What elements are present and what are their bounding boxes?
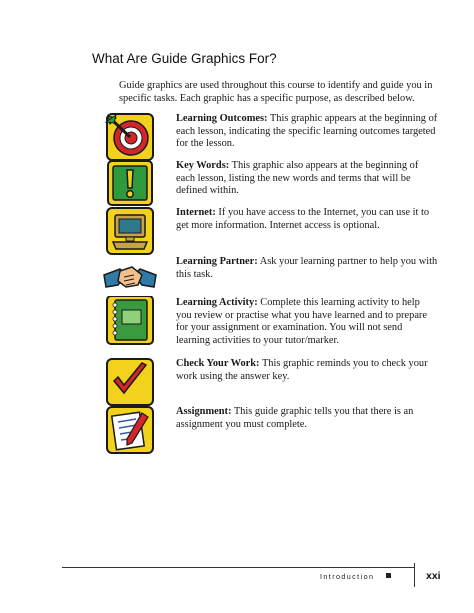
guide-item-text (176, 207, 438, 232)
footer-vertical-rule (414, 563, 415, 587)
guide-item-text (176, 160, 438, 198)
guide-item-term: Learning Partner: (176, 256, 258, 267)
guide-item-term: Internet: (176, 207, 216, 218)
guide-item-desc: Complete this learning activity to help you review or practise what you have learned and to prepare for your assignment or examination. You will not send learning activities to your tutor/marker. (176, 297, 427, 346)
target-icon (102, 112, 158, 162)
guide-item-text (176, 358, 438, 383)
guide-item-term: Learning Activity: (176, 297, 258, 308)
footer-bullet-icon (386, 573, 391, 578)
guide-item-learning-activity (100, 296, 440, 356)
guide-item-desc: This graphic appears at the beginning of each lesson, indicating the specific learning outcomes targeted for the lesson. (176, 113, 438, 150)
guide-item-desc: Ask your learning partner to help you with this task. (176, 256, 438, 280)
page-number: xxi (426, 570, 441, 582)
computer-icon (102, 206, 158, 256)
guide-item-term: Learning Outcomes: (176, 113, 268, 124)
guide-item-desc: This graphic reminds you to check your work using the answer key. (176, 358, 428, 382)
page-heading: What Are Guide Graphics For? (92, 51, 277, 66)
guide-item-text (176, 406, 438, 431)
guide-item-term: Check Your Work: (176, 358, 260, 369)
guide-item-term: Assignment: (176, 406, 232, 417)
guide-item-text (176, 297, 438, 347)
guide-item-desc: This graphic also appears at the beginning of each lesson, listing the new words and terms that will be defined within. (176, 160, 419, 197)
guide-item-term: Key Words: (176, 160, 230, 171)
guide-item-text (176, 256, 438, 281)
footer-section-label: Introduction (320, 572, 375, 581)
guide-item-text (176, 113, 438, 151)
guide-item-assignment (100, 405, 440, 465)
guide-item-desc: This guide graphic tells you that there is an assignment you must complete. (176, 406, 414, 430)
checkmark-icon (102, 357, 158, 407)
guide-item-desc: If you have access to the Internet, you can use it to get more information. Internet access is optional. (176, 207, 430, 231)
footer-divider (62, 567, 414, 568)
intro-paragraph: Guide graphics are used throughout this course to identify and guide you in specific tasks. Each graphic has a specific purpose, as described below. (119, 80, 433, 105)
notebook-icon (102, 296, 158, 346)
assignment-icon (102, 405, 158, 455)
key-words-icon (102, 159, 158, 209)
